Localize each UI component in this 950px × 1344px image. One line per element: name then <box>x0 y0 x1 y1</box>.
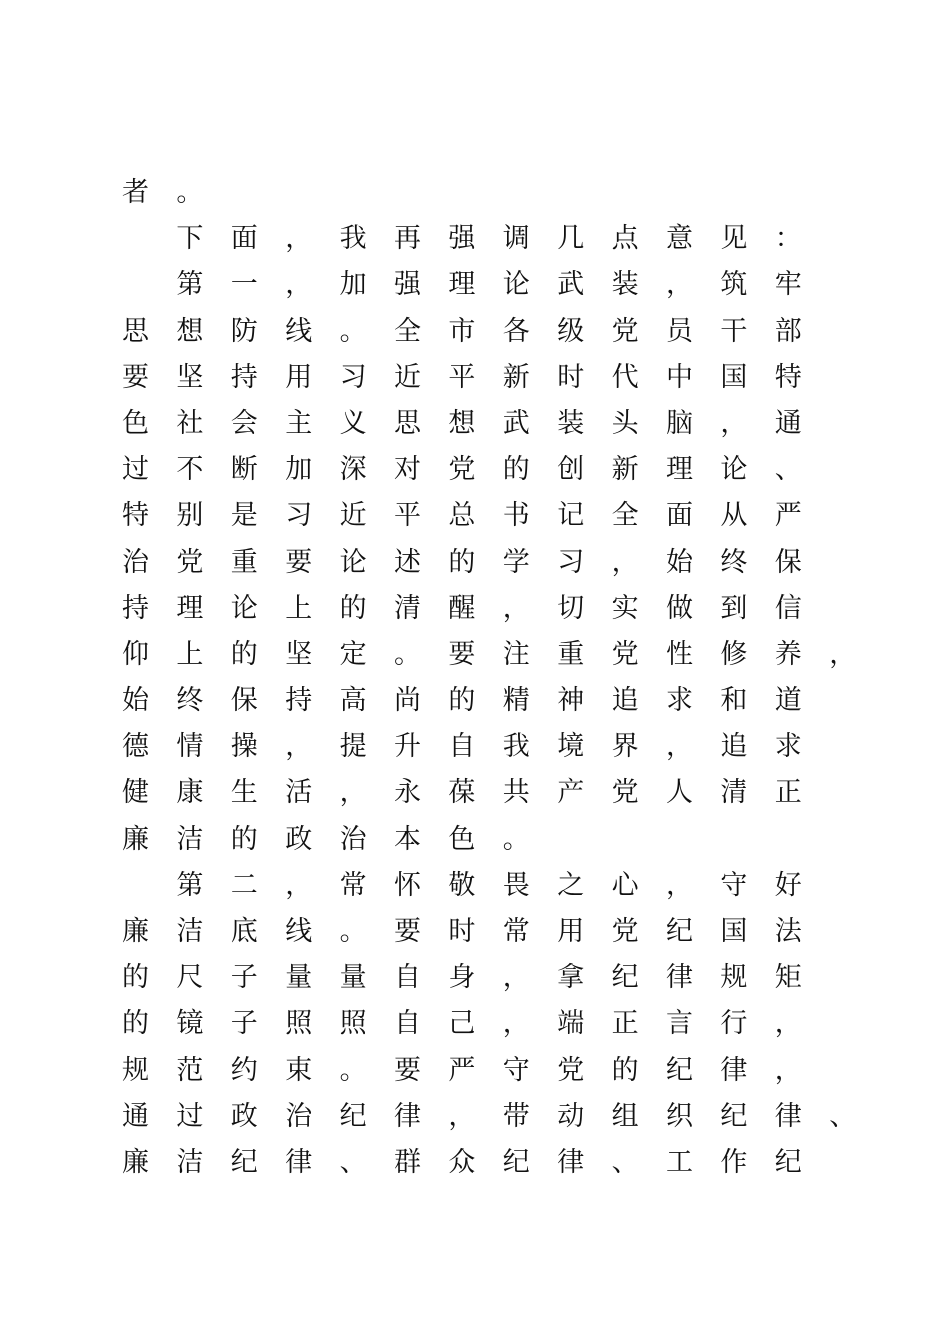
text-line: 廉洁底线。要时常用党纪国法 <box>122 916 830 947</box>
text-line: 治党重要论述的学习，始终保 <box>122 546 830 578</box>
text-line: 的尺子量量自身，拿纪律规矩 <box>122 962 830 994</box>
text-line: 特别是习近平总书记全面从严 <box>122 500 830 532</box>
text-line: 第二，常怀敬畏之心，守好 <box>176 869 830 901</box>
body-text <box>122 170 884 1186</box>
text-line: 德情操，提升自我境界，追求 <box>122 731 830 763</box>
text-line: 要坚持用习近平新时代中国特 <box>122 361 830 393</box>
text-line: 的镜子照照自己，端正言行， <box>122 1008 830 1040</box>
text-line: 色社会主义思想武装头脑，通 <box>122 407 830 439</box>
text-line: 思想防线。全市各级党员干部 <box>122 315 830 347</box>
text-line: 过不断加深对党的创新理论、 <box>122 454 830 486</box>
text-line: 健康生活，永葆共产党人清正 <box>122 777 830 809</box>
text-line: 者。 <box>122 177 231 208</box>
text-line: 通过政治纪律，带动组织纪律、 <box>122 1100 884 1132</box>
text-line: 廉洁的政治本色。 <box>122 823 558 855</box>
text-line: 仰上的坚定。要注重党性修养， <box>122 638 884 670</box>
text-line: 廉洁纪律、群众纪律、工作纪 <box>122 1146 830 1178</box>
text-line: 持理论上的清醒，切实做到信 <box>122 592 830 624</box>
text-line: 第一，加强理论武装，筑牢 <box>176 269 830 301</box>
text-line: 始终保持高尚的精神追求和道 <box>122 685 830 717</box>
text-line: 规范约束。要严守党的纪律， <box>122 1054 830 1086</box>
text-line: 下面，我再强调几点意见： <box>176 223 830 255</box>
